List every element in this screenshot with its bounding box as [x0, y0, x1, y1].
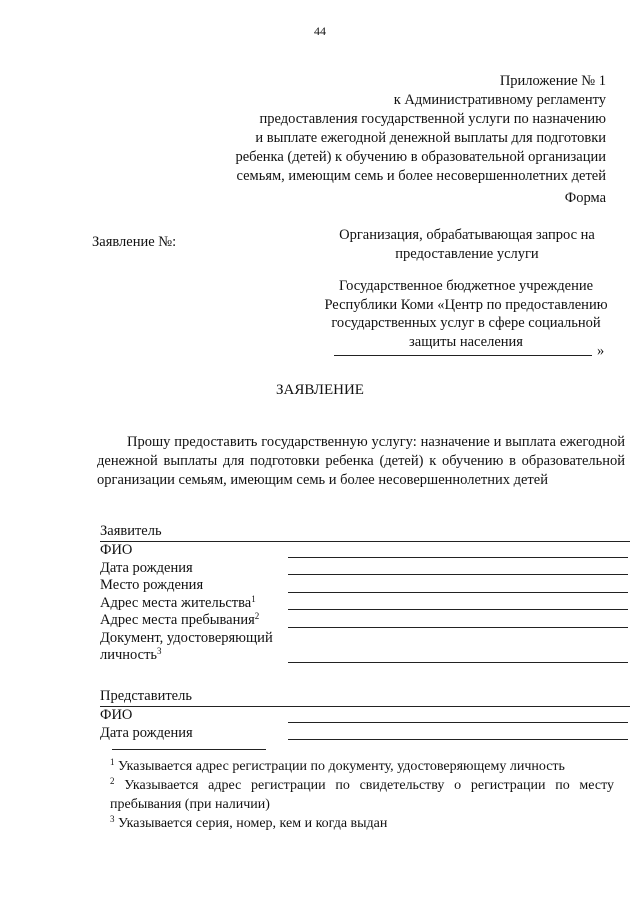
applicant-birthdate-field[interactable] [288, 574, 628, 575]
applicant-section [100, 523, 630, 665]
form-label: Форма [564, 190, 606, 206]
institution-fill-line[interactable] [334, 355, 592, 356]
appendix-line: семьям, имеющим семь и более несовершеннолетних детей [236, 168, 606, 184]
field-label: Место рождения [100, 577, 204, 593]
request-text: Прошу предоставить государственную услугу: назначение и выплата ежегодной денежной выплаты для подготовки ребенка (детей) к обучению в образовательной организации семьям, имеющим семь и более несовершеннолетних детей [97, 434, 625, 488]
footnote-number: 2 [110, 776, 115, 786]
appendix-line: предоставления государственной услуги по назначению [259, 111, 606, 127]
representative-birthdate-row [100, 725, 630, 743]
footnote-ref: 3 [157, 646, 162, 656]
representative-fio-row [100, 707, 630, 725]
institution-line: Государственное бюджетное учреждение [338, 278, 594, 294]
appendix-title: Приложение № 1 [499, 73, 606, 89]
footnote-item [110, 814, 614, 833]
application-number-label: Заявление №: [92, 234, 177, 250]
applicant-residence-field[interactable] [288, 609, 628, 610]
page-number: 44 [314, 24, 326, 38]
closing-quote: » [597, 343, 605, 359]
document-title: ЗАЯВЛЕНИЕ [276, 382, 364, 398]
footnote-text: Указывается адрес регистрации по документу, удостоверяющему личность [118, 759, 565, 774]
footnote-number: 1 [110, 757, 115, 767]
appendix-line: ребенка (детей) к обучению в образовательной организации [235, 149, 606, 165]
institution-line: защиты населения [409, 333, 523, 350]
field-label: ФИО [100, 542, 133, 558]
footnote-ref: 2 [254, 611, 260, 621]
request-paragraph [97, 433, 625, 490]
applicant-id-doc-row [100, 630, 630, 665]
applicant-birthplace-field[interactable] [288, 592, 628, 593]
institution-line: Республики Коми «Центр по предоставлению [324, 296, 608, 313]
appendix-line: и выплате ежегодной денежной выплаты для подготовки [255, 130, 606, 146]
representative-birthdate-field[interactable] [288, 739, 628, 740]
representative-heading: Представитель [100, 688, 630, 707]
footnote-text: Указывается серия, номер, кем и когда выдан [118, 816, 388, 831]
institution-line: государственных услуг в сфере социальной [331, 315, 601, 331]
footnote-separator [112, 749, 266, 750]
field-label: Адрес места пребывания [100, 612, 255, 628]
field-label: Документ, удостоверяющий [100, 629, 273, 646]
field-label: ФИО [100, 707, 133, 723]
applicant-stay-row [100, 612, 630, 630]
field-label-cont: личность [100, 647, 158, 663]
applicant-id-doc-field[interactable] [288, 662, 628, 663]
appendix-header [186, 72, 606, 186]
applicant-stay-field[interactable] [288, 627, 628, 628]
organization-block [326, 226, 608, 264]
footnotes [110, 757, 614, 833]
institution-block [316, 277, 616, 351]
applicant-birthplace-row [100, 577, 630, 595]
applicant-birthdate-row [100, 560, 630, 578]
footnote-text: Указывается адрес регистрации по свидетельству о регистрации по месту пребывания (при наличии) [110, 778, 615, 812]
footnote-item [110, 757, 614, 776]
representative-fio-field[interactable] [288, 722, 628, 723]
appendix-line: к Административному регламенту [393, 92, 606, 108]
applicant-fio-row [100, 542, 630, 560]
organization-line: предоставление услуги [395, 246, 539, 262]
field-label: Дата рождения [100, 559, 193, 576]
field-label: Адрес места жительства [100, 594, 252, 611]
field-label: Дата рождения [100, 724, 193, 741]
applicant-residence-row [100, 595, 630, 613]
organization-line: Организация, обрабатывающая запрос на [339, 227, 595, 243]
footnote-number: 3 [110, 814, 115, 824]
footnote-ref: 1 [251, 593, 256, 604]
applicant-fio-field[interactable] [288, 557, 628, 558]
applicant-heading: Заявитель [100, 523, 630, 542]
footnote-item [110, 776, 614, 814]
representative-section [100, 688, 630, 742]
